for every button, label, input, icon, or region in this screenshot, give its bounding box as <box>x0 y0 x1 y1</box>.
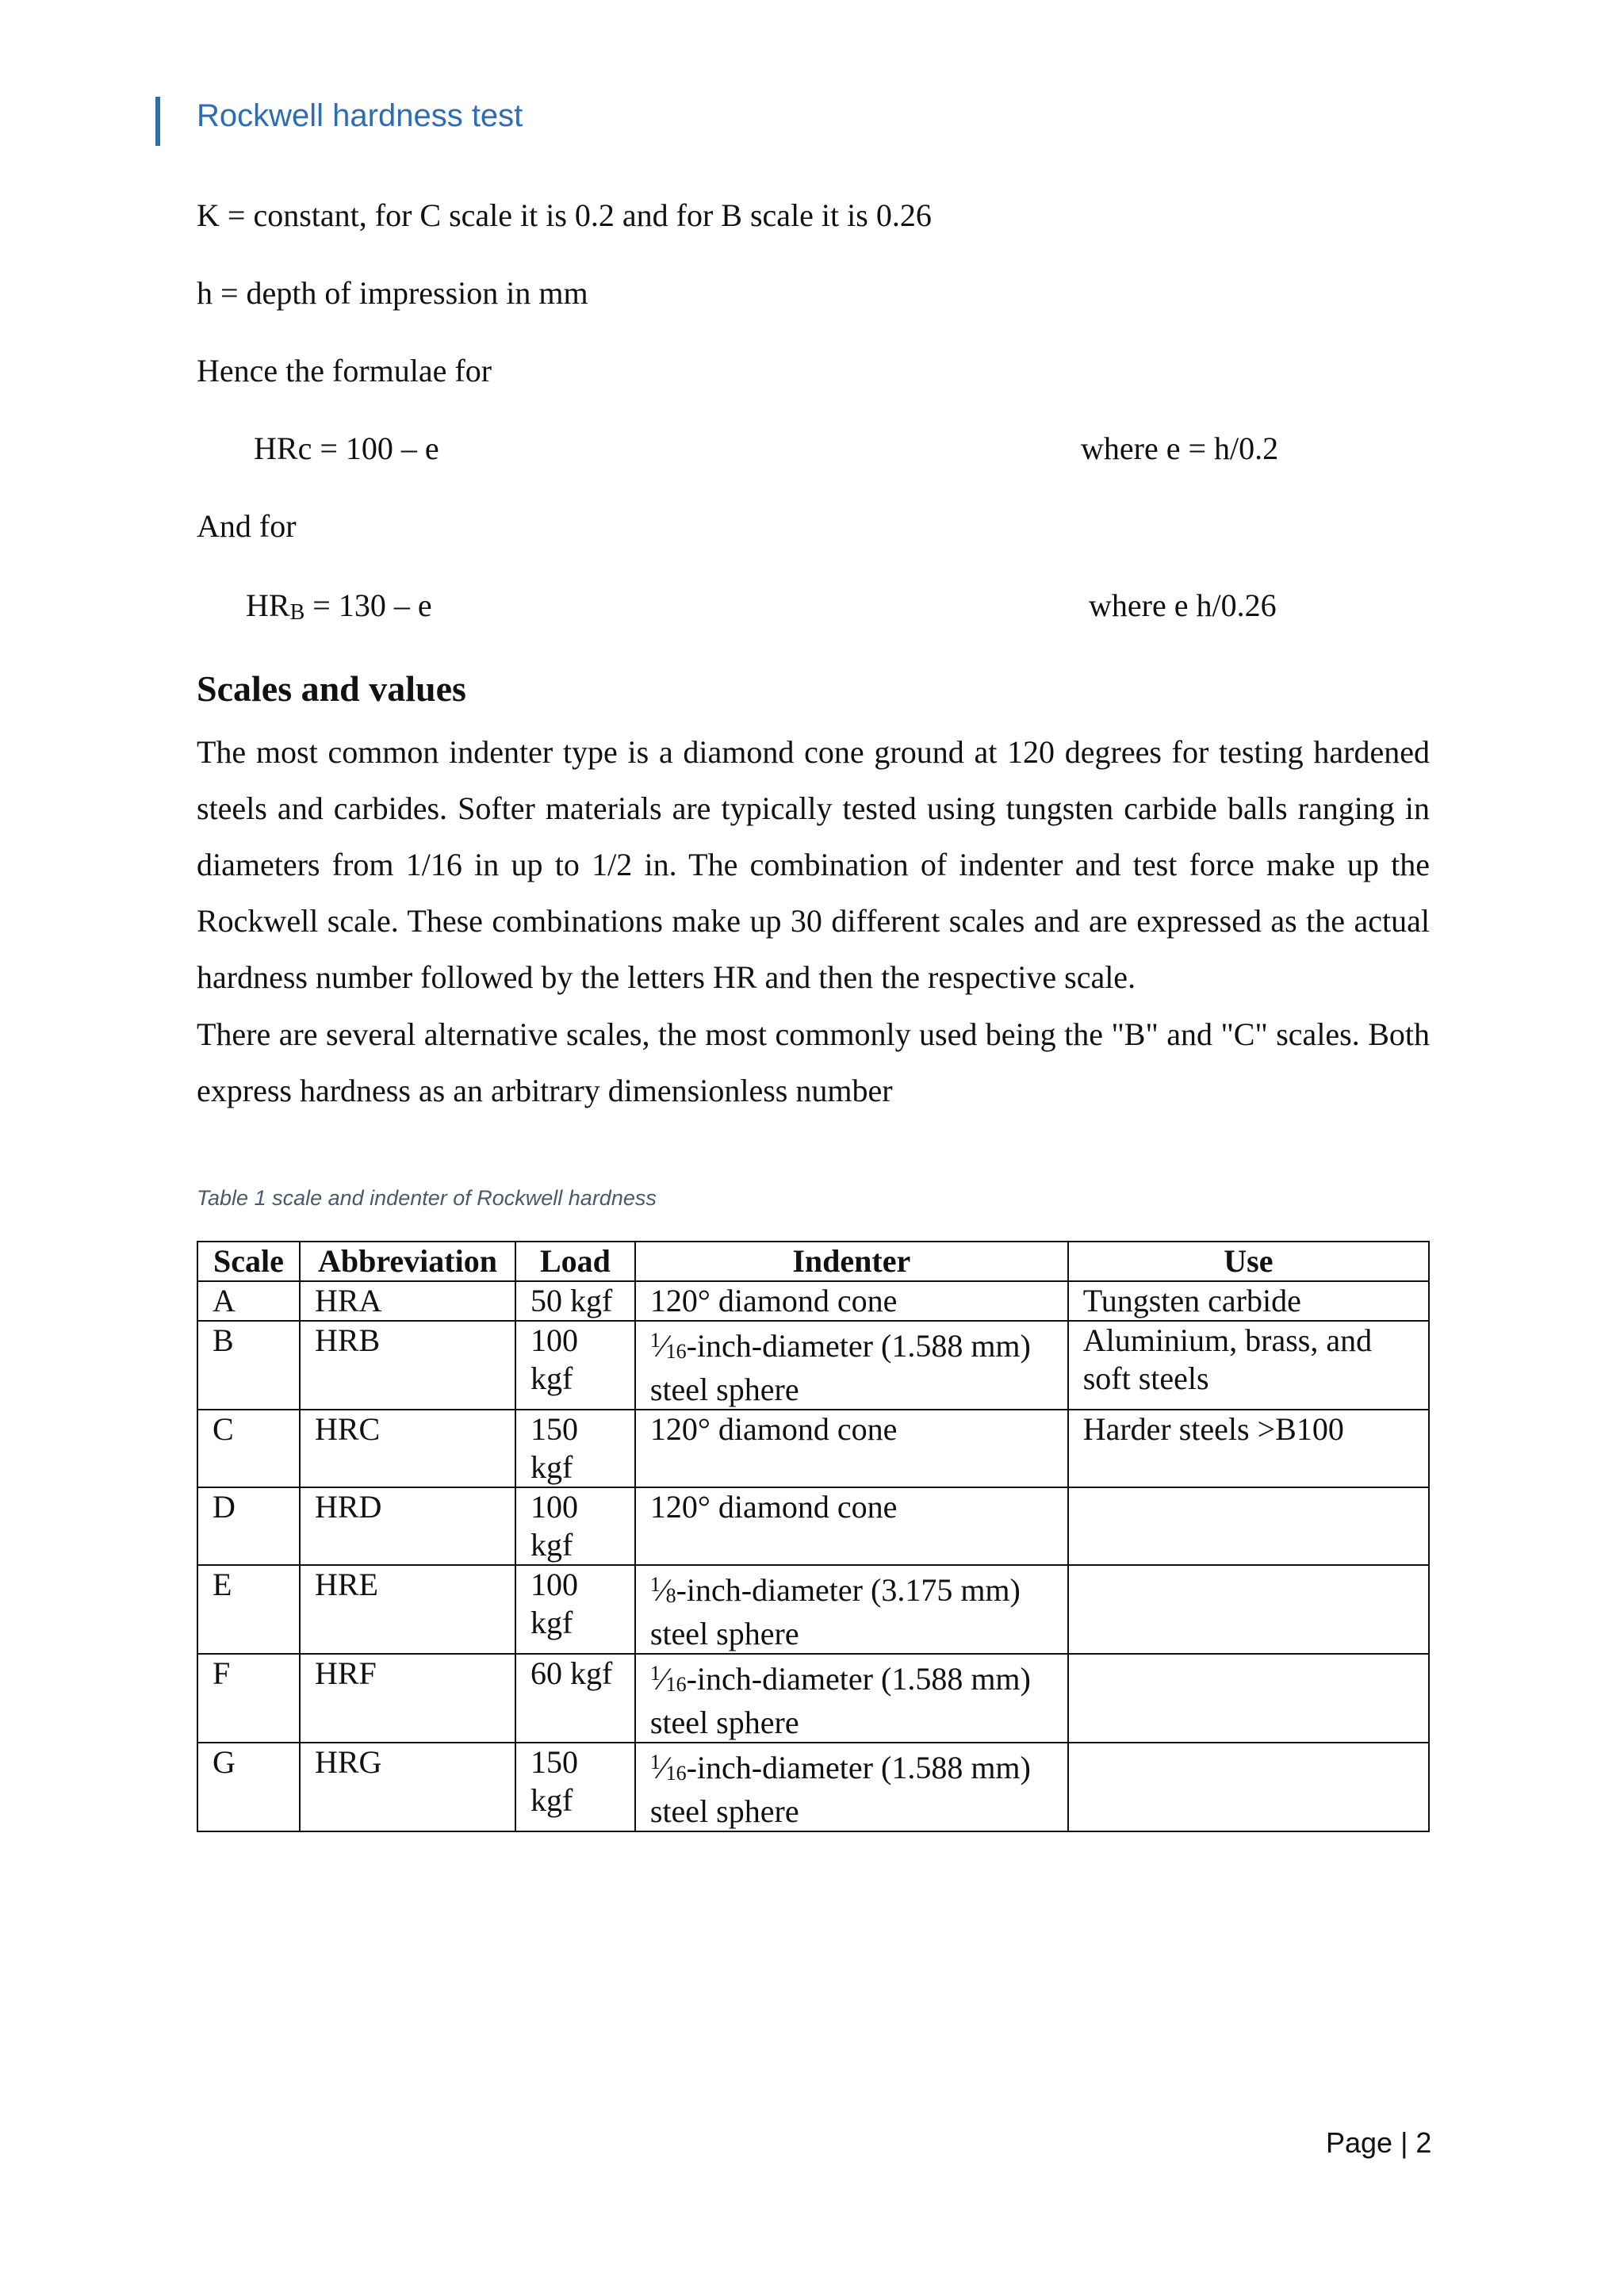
indenter-text: -inch-diameter (3.175 mm) steel sphere <box>649 1572 1021 1651</box>
cell-abbreviation: HRF <box>300 1654 515 1743</box>
indenter-text: -inch-diameter (1.588 mm) steel sphere <box>649 1661 1031 1740</box>
table-header-row <box>197 1242 1429 1281</box>
cell-scale: A <box>197 1281 300 1321</box>
hrc-formula: HRc = 100 – e <box>254 430 439 466</box>
fraction-numerator: 1 <box>649 1662 661 1685</box>
header-abbreviation: Abbreviation <box>300 1242 515 1281</box>
hence-text: Hence the formulae for <box>197 353 492 388</box>
hrb-rest: = 130 – e <box>304 587 432 623</box>
fraction-numerator: 1 <box>649 1329 661 1352</box>
page-number: Page | 2 <box>1326 2126 1432 2159</box>
cell-scale: C <box>197 1410 300 1487</box>
header-load: Load <box>515 1242 635 1281</box>
cell-indenter <box>635 1487 1068 1565</box>
cell-indenter <box>635 1281 1068 1321</box>
cell-use <box>1068 1743 1429 1831</box>
cell-abbreviation: HRC <box>300 1410 515 1487</box>
indenter-text: 120° diamond cone <box>649 1411 898 1447</box>
k-definition: K = constant, for C scale it is 0.2 and for B scale it is 0.26 <box>197 197 932 233</box>
cell-indenter <box>635 1321 1068 1410</box>
cell-use <box>1068 1487 1429 1565</box>
cell-indenter <box>635 1410 1068 1487</box>
header-scale: Scale <box>197 1242 300 1281</box>
paragraph-alternative-scales: There are several alternative scales, the most commonly used being the "B" and "C" scales. Both express hardness as an arbitrary dimensionless number <box>197 1016 1430 1108</box>
cell-indenter <box>635 1743 1068 1831</box>
h-definition: h = depth of impression in mm <box>197 275 588 311</box>
cell-use <box>1068 1654 1429 1743</box>
indenter-text: -inch-diameter (1.588 mm) steel sphere <box>649 1328 1031 1407</box>
table-row <box>197 1321 1429 1410</box>
cell-indenter <box>635 1565 1068 1654</box>
fraction-denominator: 8 <box>665 1584 676 1607</box>
and-for-text: And for <box>197 508 297 544</box>
cell-scale: F <box>197 1654 300 1743</box>
cell-use: Aluminium, brass, and soft steels <box>1068 1321 1429 1410</box>
header-accent-bar <box>155 97 160 146</box>
indenter-fraction: $^1⁄_{16}$ <box>649 1328 687 1364</box>
fraction-denominator: 16 <box>665 1673 687 1696</box>
fraction-numerator: 1 <box>649 1751 661 1774</box>
cell-use <box>1068 1565 1429 1654</box>
cell-use: Tungsten carbide <box>1068 1281 1429 1321</box>
table-row <box>197 1281 1429 1321</box>
fraction-denominator: 16 <box>665 1340 687 1363</box>
fraction-denominator: 16 <box>665 1762 687 1785</box>
cell-scale: G <box>197 1743 300 1831</box>
cell-abbreviation: HRD <box>300 1487 515 1565</box>
cell-abbreviation: HRE <box>300 1565 515 1654</box>
cell-load: 100 kgf <box>515 1487 635 1565</box>
header-indenter: Indenter <box>635 1242 1068 1281</box>
indenter-fraction: $^1⁄_{16}$ <box>649 1661 687 1697</box>
cell-indenter <box>635 1654 1068 1743</box>
section-heading: Scales and values <box>197 668 466 709</box>
cell-load: 100 kgf <box>515 1321 635 1410</box>
hrb-subscript: B <box>289 600 305 625</box>
cell-use: Harder steels >B100 <box>1068 1410 1429 1487</box>
cell-load: 100 kgf <box>515 1565 635 1654</box>
cell-abbreviation: HRG <box>300 1743 515 1831</box>
table-row <box>197 1743 1429 1831</box>
cell-load: 60 kgf <box>515 1654 635 1743</box>
cell-load: 150 kgf <box>515 1410 635 1487</box>
header-title: Rockwell hardness test <box>197 98 523 133</box>
table-caption: Table 1 scale and indenter of Rockwell hardness <box>197 1186 657 1210</box>
cell-scale: B <box>197 1321 300 1410</box>
hrc-where: where e = h/0.2 <box>1081 430 1279 466</box>
indenter-fraction: $^1⁄_{16}$ <box>649 1750 687 1785</box>
hrb-prefix: HR <box>246 587 290 623</box>
hrb-where: where e h/0.26 <box>1089 587 1277 623</box>
indenter-text: 120° diamond cone <box>649 1283 898 1318</box>
indenter-text: 120° diamond cone <box>649 1489 898 1525</box>
table-row <box>197 1410 1429 1487</box>
cell-abbreviation: HRA <box>300 1281 515 1321</box>
fraction-numerator: 1 <box>649 1573 661 1596</box>
table-row <box>197 1654 1429 1743</box>
cell-load: 150 kgf <box>515 1743 635 1831</box>
table-row <box>197 1487 1429 1565</box>
cell-scale: E <box>197 1565 300 1654</box>
paragraph-indenter-types: The most common indenter type is a diamond cone ground at 120 degrees for testing hardened steels and carbides. Softer materials are typically tested using tungsten carbide balls ranging in diameters from 1/16 in up to 1/2 in. The combination of indenter and test force make up the Rockwell scale. These combinations make up 30 different scales and are expressed as the actual hardness number followed by the letters HR and then the respective scale. <box>197 734 1430 995</box>
indenter-text: -inch-diameter (1.588 mm) steel sphere <box>649 1750 1031 1829</box>
hrb-formula <box>246 587 432 632</box>
cell-load: 50 kgf <box>515 1281 635 1321</box>
indenter-fraction: $^1⁄_8$ <box>649 1572 676 1608</box>
rockwell-scale-table <box>197 1241 1430 1832</box>
cell-abbreviation: HRB <box>300 1321 515 1410</box>
table-row <box>197 1565 1429 1654</box>
cell-scale: D <box>197 1487 300 1565</box>
header-use: Use <box>1068 1242 1429 1281</box>
